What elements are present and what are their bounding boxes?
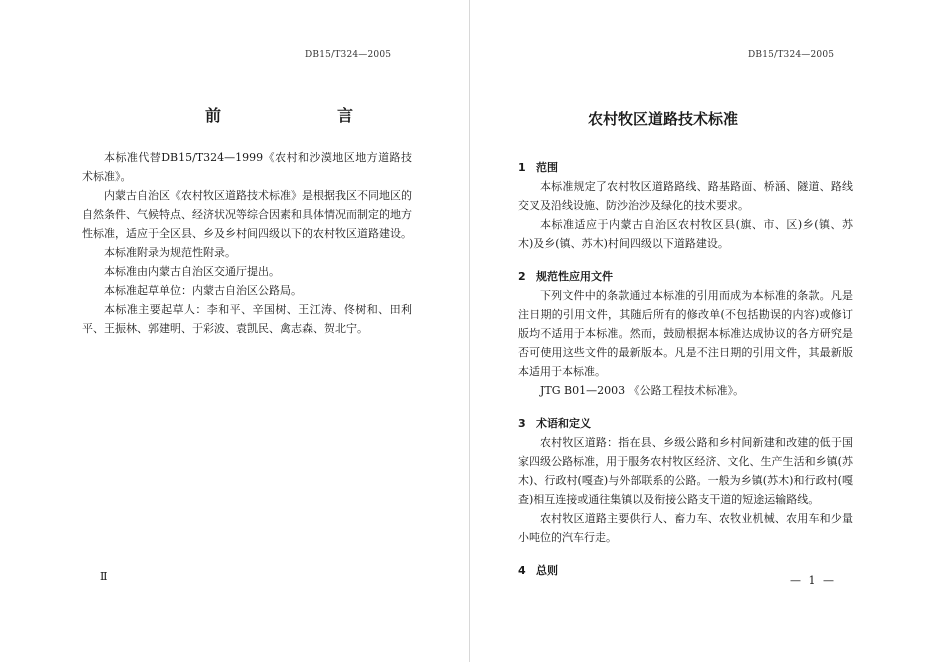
section-heading-scope <box>518 158 853 177</box>
section-heading-normative-references <box>518 267 853 286</box>
section-paragraph: 下列文件中的条款通过本标准的引用而成为本标准的条款。凡是注日期的引用文件，其随后所有的修改单(不包括勘误的内容)或修订版均不适用于本标准。然而，鼓励根据本标准达成协议的各方研究是否可使用这些文件的最新版本。凡是不注日期的引用文件，其最新版本适用于本标准。 <box>518 289 853 378</box>
foreword-paragraph: 本标准起草单位：内蒙古自治区公路局。 <box>104 284 302 297</box>
foreword-title: 前 言 <box>205 106 404 125</box>
right-page-number: — 1 — <box>790 574 836 587</box>
left-page-number: Ⅱ <box>100 570 108 583</box>
section-title: 范围 <box>536 161 558 174</box>
section-heading-terms-definitions <box>518 414 853 433</box>
section-number: 3 <box>518 417 526 430</box>
foreword-paragraph: 本标准主要起草人：李和平、辛国树、王江涛、佟树和、田利平、王振林、郭建明、于彩波、袁凯民、禽志森、贺北宁。 <box>82 303 412 335</box>
section-title: 规范性应用文件 <box>536 270 613 283</box>
right-standard-code: DB15/T324—2005 <box>748 50 835 60</box>
section-number: 1 <box>518 161 526 174</box>
section-paragraph: 本标准适应于内蒙古自治区农村牧区县(旗、市、区)乡(镇、苏木)及乡(镇、苏木)村间四级以下道路建设。 <box>518 218 853 250</box>
section-title: 术语和定义 <box>536 417 591 430</box>
section-number: 4 <box>518 564 526 577</box>
foreword-paragraph: 内蒙古自治区《农村牧区道路技术标准》是根据我区不同地区的自然条件、气候特点、经济状况等综合因素和具体情况而制定的地方性标准，适应于全区县、乡及乡村间四级以下的农村牧区道路建设。 <box>82 189 412 240</box>
section-paragraph: 农村牧区道路：指在县、乡级公路和乡村间新建和改建的低于国家四级公路标准，用于服务农村牧区经济、文化、生产生活和乡镇(苏木)、行政村(嘎查)与外部联系的公路。一般为乡镇(苏木)和行政村(嘎查)相互连接或通往集镇以及衔接公路支干道的短途运输路线。 <box>518 436 853 506</box>
section-number: 2 <box>518 270 526 283</box>
standard-body <box>518 150 853 580</box>
foreword-paragraph: 本标准附录为规范性附录。 <box>104 246 236 259</box>
section-paragraph: 本标准规定了农村牧区道路路线、路基路面、桥涵、隧道、路线交叉及沿线设施、防沙治沙及绿化的技术要求。 <box>518 180 853 212</box>
foreword-body <box>82 148 412 338</box>
foreword-paragraph: 本标准由内蒙古自治区交通厅提出。 <box>104 265 280 278</box>
section-paragraph: 农村牧区道路主要供行人、畜力车、农牧业机械、农用车和少量小吨位的汽车行走。 <box>518 512 853 544</box>
document-title: 农村牧区道路技术标准 <box>588 110 739 128</box>
section-paragraph: JTG B01—2003 《公路工程技术标准》。 <box>540 384 745 397</box>
section-title: 总则 <box>536 564 558 577</box>
right-page <box>470 0 936 662</box>
left-standard-code: DB15/T324—2005 <box>305 50 392 60</box>
foreword-paragraph: 本标准代替DB15/T324—1999《农村和沙漠地区地方道路技术标准》。 <box>82 151 412 183</box>
